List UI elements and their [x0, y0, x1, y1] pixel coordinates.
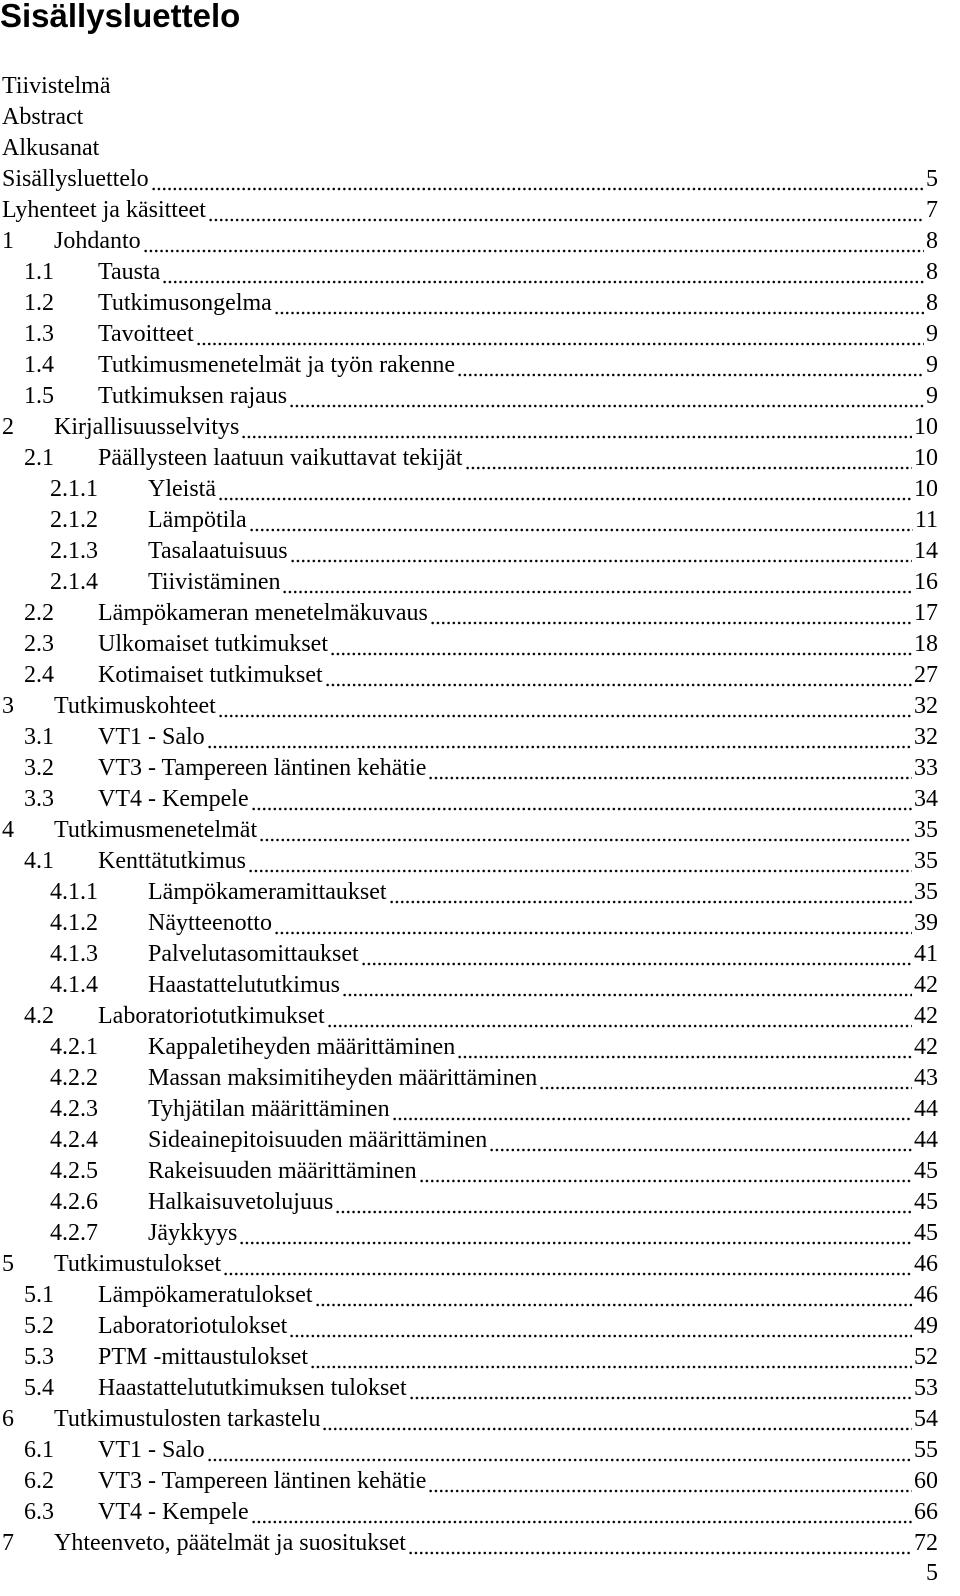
toc-entry[interactable] [0, 474, 938, 505]
toc-entry-title: Lämpökameramittaukset [148, 879, 387, 905]
toc-dot-leader [419, 1156, 912, 1187]
toc-entry-title: Haastattelututkimus [148, 972, 340, 998]
toc-dot-leader [457, 1032, 912, 1063]
toc-entry-number: 4.1.2 [50, 910, 98, 936]
toc-entry-page: 11 [914, 507, 938, 533]
toc-entry-number: 4.1.1 [50, 879, 98, 905]
toc-dot-leader [428, 1466, 912, 1497]
toc-entry-page: 42 [914, 972, 938, 998]
toc-entry-title: Näytteenotto [148, 910, 272, 936]
toc-entry-page: 52 [914, 1344, 938, 1370]
toc-entry[interactable] [0, 1001, 938, 1032]
toc-entry-number: 6 [2, 1406, 14, 1432]
toc-entry-number: 6.1 [24, 1437, 54, 1463]
toc-dot-leader [274, 908, 912, 939]
toc-entry[interactable] [0, 1528, 938, 1559]
toc-entry-number: 2.2 [24, 600, 54, 626]
toc-dot-leader [290, 536, 912, 567]
toc-entry[interactable] [0, 722, 938, 753]
toc-entry-page: 10 [914, 445, 938, 471]
toc-entry-title: Tutkimustulosten tarkastelu [54, 1406, 321, 1432]
toc-entry-page: 44 [914, 1096, 938, 1122]
toc-entry-number: 1.2 [24, 290, 54, 316]
toc-entry-page: 35 [914, 879, 938, 905]
toc-entry-number: 5 [2, 1251, 14, 1277]
toc-entry-title: Massan maksimitiheyden määrittäminen [148, 1065, 538, 1091]
toc-dot-leader [249, 505, 913, 536]
toc-entry-title: Lämpötila [148, 507, 247, 533]
toc-dot-leader [315, 1280, 912, 1311]
toc-dot-leader [310, 1342, 912, 1373]
toc-entry[interactable] [0, 629, 938, 660]
toc-dot-leader [361, 939, 912, 970]
toc-dot-leader [251, 1497, 912, 1528]
toc-dot-leader [289, 381, 924, 412]
toc-entry[interactable] [0, 691, 938, 722]
toc-entry-page: 53 [914, 1375, 938, 1401]
toc-entry[interactable] [0, 226, 938, 257]
toc-entry-title: Tyhjätilan määrittäminen [148, 1096, 390, 1122]
toc-entry-page: 66 [914, 1499, 938, 1525]
toc-dot-leader [143, 226, 924, 257]
toc-entry-number: 7 [2, 1530, 14, 1556]
toc-entry-page: 44 [914, 1127, 938, 1153]
toc-entry-number: 2.4 [24, 662, 54, 688]
toc-entry-title: Tutkimustulokset [54, 1251, 222, 1277]
toc-entry-number: 6.3 [24, 1499, 54, 1525]
toc-entry-title: Tiivistäminen [148, 569, 281, 595]
toc-entry[interactable] [0, 1466, 938, 1497]
toc-entry-number: 1.4 [24, 352, 54, 378]
toc-entry-page: 8 [926, 259, 938, 285]
toc-entry-page: 32 [914, 724, 938, 750]
toc-entry-number: 1.3 [24, 321, 54, 347]
toc-dot-leader [207, 1435, 912, 1466]
toc-entry-page: 42 [914, 1034, 938, 1060]
toc-dot-leader [330, 629, 912, 660]
toc-dot-leader [218, 474, 912, 505]
toc-entry[interactable] [0, 784, 938, 815]
toc-entry-title: VT4 - Kempele [98, 786, 249, 812]
toc-dot-leader [218, 691, 912, 722]
toc-entry[interactable] [0, 1156, 938, 1187]
toc-entry-page: 9 [926, 321, 938, 347]
toc-entry[interactable] [0, 164, 938, 195]
toc-entry-number: 1.5 [24, 383, 54, 409]
toc-dot-leader [457, 350, 924, 381]
toc-entry-page: 34 [914, 786, 938, 812]
toc-entry-number: 4.2.2 [50, 1065, 98, 1091]
toc-entry-title: Jäykkyys [148, 1220, 238, 1246]
toc-entry[interactable] [0, 753, 938, 784]
toc-dot-leader [430, 598, 912, 629]
toc-dot-leader [408, 1528, 912, 1559]
front-matter-abstract: Abstract [2, 104, 84, 130]
toc-entry-title: Lyhenteet ja käsitteet [2, 197, 206, 223]
toc-entry[interactable] [0, 319, 938, 350]
toc-dot-leader [342, 970, 912, 1001]
toc-entry-number: 3.3 [24, 786, 54, 812]
toc-entry-title: Päällysteen laatuun vaikuttavat tekijät [98, 445, 463, 471]
toc-entry-number: 3.2 [24, 755, 54, 781]
toc-entry-number: 2.1.1 [50, 476, 98, 502]
toc-entry-title: Kirjallisuusselvitys [54, 414, 240, 440]
toc-entry-page: 10 [914, 414, 938, 440]
toc-entry[interactable] [0, 1342, 938, 1373]
toc-entry-title: VT3 - Tampereen läntinen kehätie [98, 755, 427, 781]
toc-entry-number: 4.2.4 [50, 1127, 98, 1153]
toc-entry-page: 9 [926, 383, 938, 409]
toc-entry-title: Kotimaiset tutkimukset [98, 662, 323, 688]
toc-entry-title: Kappaletiheyden määrittäminen [148, 1034, 456, 1060]
toc-entry[interactable] [0, 1373, 938, 1404]
toc-entry-page: 8 [926, 228, 938, 254]
toc-dot-leader [409, 1373, 912, 1404]
toc-dot-leader [325, 660, 912, 691]
toc-entry-number: 4.1.3 [50, 941, 98, 967]
toc-entry-title: Yhteenveto, päätelmät ja suositukset [54, 1530, 406, 1556]
toc-entry-number: 2.1.4 [50, 569, 98, 595]
toc-dot-leader [223, 1249, 912, 1280]
toc-entry-page: 39 [914, 910, 938, 936]
toc-entry-title: Tavoitteet [98, 321, 194, 347]
toc-entry-title: Tutkimuksen rajaus [98, 383, 288, 409]
toc-dot-leader [208, 195, 924, 226]
toc-entry[interactable] [0, 195, 938, 226]
toc-dot-leader [151, 164, 924, 195]
toc-entry-title: Tutkimusongelma [98, 290, 272, 316]
toc-entry-number: 2.1 [24, 445, 54, 471]
toc-entry-number: 4.2.6 [50, 1189, 98, 1215]
toc-entry-number: 3 [2, 693, 14, 719]
toc-entry[interactable] [0, 815, 938, 846]
toc-dot-leader [335, 1187, 912, 1218]
toc-entry[interactable] [0, 970, 938, 1001]
toc-entry-title: Haastattelututkimuksen tulokset [98, 1375, 407, 1401]
toc-entry[interactable] [0, 443, 938, 474]
toc-entry[interactable] [0, 939, 938, 970]
toc-dot-leader [282, 567, 912, 598]
toc-dot-leader [162, 257, 924, 288]
toc-entry[interactable] [0, 1497, 938, 1528]
toc-entry-page: 45 [914, 1220, 938, 1246]
toc-entry-title: Tutkimusmenetelmät ja työn rakenne [98, 352, 456, 378]
toc-dot-leader [392, 1094, 912, 1125]
toc-dot-leader [428, 753, 912, 784]
toc-entry[interactable] [0, 1125, 938, 1156]
toc-entry-page: 18 [914, 631, 938, 657]
toc-entry-page: 17 [914, 600, 938, 626]
toc-entry-number: 4.2.3 [50, 1096, 98, 1122]
toc-entry-number: 5.2 [24, 1313, 54, 1339]
toc-dot-leader [251, 784, 912, 815]
toc-dot-leader [389, 877, 912, 908]
toc-dot-leader [239, 1218, 912, 1249]
toc-dot-leader [327, 1001, 912, 1032]
toc-entry[interactable] [0, 505, 938, 536]
toc-entry[interactable] [0, 846, 938, 877]
toc-entry[interactable] [0, 660, 938, 691]
toc-dot-leader [259, 815, 912, 846]
toc-entry-title: Laboratoriotutkimukset [98, 1003, 325, 1029]
toc-entry[interactable] [0, 1249, 938, 1280]
toc-entry[interactable] [0, 567, 938, 598]
toc-entry-page: 32 [914, 693, 938, 719]
page-number: 5 [926, 1560, 938, 1586]
toc-entry-page: 60 [914, 1468, 938, 1494]
toc-entry-number: 4 [2, 817, 14, 843]
toc-dot-leader [322, 1404, 912, 1435]
toc-dot-leader [274, 288, 924, 319]
toc-entry-page: 45 [914, 1158, 938, 1184]
toc-entry-title: Laboratoriotulokset [98, 1313, 288, 1339]
toc-entry-number: 4.2.7 [50, 1220, 98, 1246]
toc-entry-number: 6.2 [24, 1468, 54, 1494]
toc-entry-page: 16 [914, 569, 938, 595]
toc-entry[interactable] [0, 1187, 938, 1218]
toc-entry-page: 10 [914, 476, 938, 502]
toc-entry-page: 33 [914, 755, 938, 781]
toc-entry-page: 9 [926, 352, 938, 378]
toc-entry-number: 4.2.1 [50, 1034, 98, 1060]
toc-dot-leader [196, 319, 924, 350]
toc-entry-title: Johdanto [54, 228, 141, 254]
toc-entry[interactable] [0, 1435, 938, 1466]
toc-entry-title: Tutkimusmenetelmät [54, 817, 258, 843]
toc-entry-page: 5 [926, 166, 938, 192]
toc-dot-leader [489, 1125, 912, 1156]
toc-entry-page: 55 [914, 1437, 938, 1463]
toc-entry-page: 45 [914, 1189, 938, 1215]
toc-entry-page: 54 [914, 1406, 938, 1432]
toc-entry-page: 8 [926, 290, 938, 316]
toc-dot-leader [289, 1311, 912, 1342]
toc-entry-title: PTM -mittaustulokset [98, 1344, 308, 1370]
toc-entry-title: Lämpökameran menetelmäkuvaus [98, 600, 428, 626]
toc-entry-page: 72 [914, 1530, 938, 1556]
toc-entry[interactable] [0, 257, 938, 288]
toc-entry-number: 3.1 [24, 724, 54, 750]
toc-entry-title: Palvelutasomittaukset [148, 941, 359, 967]
toc-entry-title: Halkaisuvetolujuus [148, 1189, 334, 1215]
toc-entry-number: 2.1.3 [50, 538, 98, 564]
page-title: Sisällysluettelo [0, 0, 241, 34]
toc-entry-title: VT3 - Tampereen läntinen kehätie [98, 1468, 427, 1494]
toc-entry-title: VT1 - Salo [98, 1437, 205, 1463]
toc-entry-page: 35 [914, 848, 938, 874]
toc-entry-page: 49 [914, 1313, 938, 1339]
toc-entry[interactable] [0, 1280, 938, 1311]
toc-entry-title: Tausta [98, 259, 161, 285]
toc-entry-title: Kenttätutkimus [98, 848, 246, 874]
toc-entry-title: Rakeisuuden määrittäminen [148, 1158, 417, 1184]
toc-entry-number: 2.1.2 [50, 507, 98, 533]
toc-entry-title: Lämpökameratulokset [98, 1282, 313, 1308]
toc-entry-page: 27 [914, 662, 938, 688]
toc-entry[interactable] [0, 1404, 938, 1435]
toc-entry[interactable] [0, 412, 938, 443]
toc-entry-title: Yleistä [148, 476, 216, 502]
toc-entry-number: 2 [2, 414, 14, 440]
toc-dot-leader [465, 443, 912, 474]
toc-dot-leader [241, 412, 912, 443]
toc-entry-title: Tutkimuskohteet [54, 693, 216, 719]
toc-dot-leader [539, 1063, 912, 1094]
toc-entry-number: 5.3 [24, 1344, 54, 1370]
toc-entry-number: 4.2 [24, 1003, 54, 1029]
toc-entry-title: Tasalaatuisuus [148, 538, 288, 564]
toc-entry-page: 7 [926, 197, 938, 223]
toc-entry[interactable] [0, 1311, 938, 1342]
toc-entry[interactable] [0, 1063, 938, 1094]
toc-dot-leader [207, 722, 912, 753]
toc-entry-title: Sisällysluettelo [2, 166, 149, 192]
toc-entry-page: 35 [914, 817, 938, 843]
toc-entry-number: 4.1.4 [50, 972, 98, 998]
toc-entry-page: 14 [914, 538, 938, 564]
toc-entry-page: 42 [914, 1003, 938, 1029]
toc-entry-title: Ulkomaiset tutkimukset [98, 631, 328, 657]
toc-entry-number: 4.1 [24, 848, 54, 874]
toc-entry[interactable] [0, 598, 938, 629]
toc-entry[interactable] [0, 1218, 938, 1249]
toc-entry[interactable] [0, 908, 938, 939]
toc-entry-page: 46 [914, 1251, 938, 1277]
toc-entry[interactable] [0, 288, 938, 319]
toc-entry-page: 46 [914, 1282, 938, 1308]
toc-entry[interactable] [0, 1032, 938, 1063]
toc-entry-number: 2.3 [24, 631, 54, 657]
toc-entry-page: 43 [914, 1065, 938, 1091]
front-matter-tiivistelma: Tiivistelmä [2, 73, 111, 99]
toc-entry-number: 4.2.5 [50, 1158, 98, 1184]
toc-entry-title: VT1 - Salo [98, 724, 205, 750]
toc-entry[interactable] [0, 350, 938, 381]
front-matter-alkusanat: Alkusanat [2, 135, 100, 161]
toc-entry-number: 5.4 [24, 1375, 54, 1401]
toc-dot-leader [248, 846, 912, 877]
toc-entry-title: Sideainepitoisuuden määrittäminen [148, 1127, 488, 1153]
toc-entry[interactable] [0, 1094, 938, 1125]
toc-entry-number: 1.1 [24, 259, 54, 285]
toc-entry-number: 1 [2, 228, 14, 254]
toc-entry[interactable] [0, 877, 938, 908]
toc-entry-page: 41 [914, 941, 938, 967]
toc-entry-title: VT4 - Kempele [98, 1499, 249, 1525]
toc-entry[interactable] [0, 536, 938, 567]
toc-entry[interactable] [0, 381, 938, 412]
toc-entry-number: 5.1 [24, 1282, 54, 1308]
